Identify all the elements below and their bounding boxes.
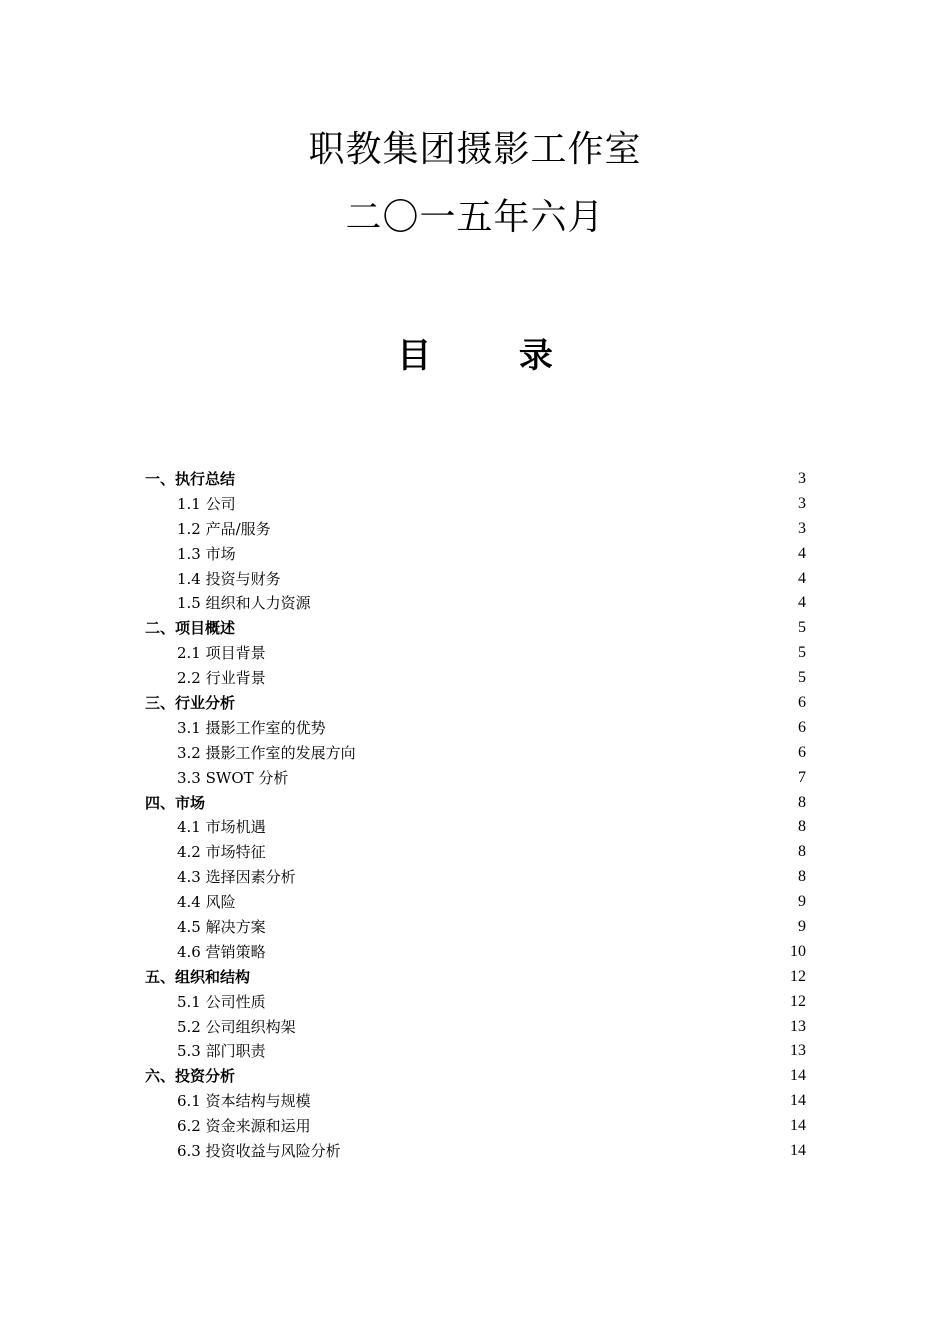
toc-entry-page-number: 6 [798,718,806,736]
toc-section-entry[interactable] [145,1139,806,1164]
toc-chapter-entry[interactable] [145,467,806,492]
toc-entry-label: 1.1 公司 [177,494,236,513]
toc-entry-label: 三、行业分析 [145,694,236,713]
toc-entry-page-number: 3 [798,470,806,487]
toc-entry-page-number: 10 [790,942,806,960]
document-date: 二〇一五年六月 [345,197,605,238]
toc-entry-page-number: 6 [798,743,806,761]
toc-section-entry[interactable] [145,591,806,616]
toc-entry-page-number: 8 [798,868,806,886]
document-title: 职教集团摄影工作室 [308,129,642,170]
toc-chapter-entry[interactable] [145,616,806,641]
toc-entry-label: 六、投资分析 [145,1067,236,1086]
toc-entry-page-number: 5 [798,619,806,637]
toc-section-entry[interactable] [145,990,806,1015]
toc-entry-label: 1.3 市场 [177,544,236,563]
toc-entry-page-number: 4 [798,594,806,612]
toc-chapter-entry[interactable] [145,791,806,816]
toc-entry-page-number: 7 [798,768,806,786]
toc-entry-label: 3.3 SWOT 分析 [177,768,289,787]
toc-section-entry[interactable] [145,666,806,691]
toc-entry-page-number: 4 [798,544,806,562]
toc-entry-label: 二、项目概述 [145,619,236,638]
toc-section-entry[interactable] [145,815,806,840]
toc-entry-label: 4.3 选择因素分析 [177,868,296,887]
toc-entry-page-number: 8 [798,793,806,811]
toc-entry-page-number: 3 [798,494,806,512]
toc-section-entry[interactable] [145,766,806,791]
toc-entry-label: 一、执行总结 [145,470,236,488]
toc-entry-label: 4.2 市场特征 [177,843,266,862]
toc-entry-label: 四、市场 [145,793,206,812]
toc-entry-page-number: 14 [790,1142,806,1160]
toc-entry-label: 3.1 摄影工作室的优势 [177,718,326,737]
toc-entry-label: 4.4 风险 [177,893,236,912]
toc-entry-page-number: 14 [790,1117,806,1135]
toc-section-entry[interactable] [145,1114,806,1139]
toc-chapter-entry[interactable] [145,691,806,716]
toc-entry-label: 4.1 市场机遇 [177,818,266,837]
table-of-contents [145,467,806,1164]
toc-entry-label: 6.2 资金来源和运用 [177,1117,311,1136]
toc-entry-page-number: 13 [790,1017,806,1035]
toc-section-entry[interactable] [145,890,806,915]
toc-section-entry[interactable] [145,915,806,940]
toc-section-entry[interactable] [145,865,806,890]
toc-section-entry[interactable] [145,641,806,666]
toc-entry-page-number: 5 [798,669,806,687]
toc-entry-label: 4.5 解决方案 [177,918,266,937]
toc-section-entry[interactable] [145,1039,806,1064]
toc-entry-label: 5.1 公司性质 [177,992,266,1011]
toc-section-entry[interactable] [145,940,806,965]
toc-entry-page-number: 14 [790,1067,806,1085]
toc-section-entry[interactable] [145,492,806,517]
toc-entry-page-number: 4 [798,569,806,587]
toc-entry-page-number: 12 [790,992,806,1010]
toc-entry-page-number: 9 [798,893,806,911]
toc-section-entry[interactable] [145,716,806,741]
toc-entry-label: 2.1 项目背景 [177,644,266,663]
toc-section-entry[interactable] [145,542,806,567]
toc-heading: 目 录 [397,336,591,376]
toc-entry-label: 3.2 摄影工作室的发展方向 [177,743,356,762]
toc-chapter-entry[interactable] [145,1064,806,1089]
toc-section-entry[interactable] [145,1015,806,1040]
toc-entry-page-number: 8 [798,843,806,861]
toc-section-entry[interactable] [145,517,806,542]
toc-entry-label: 1.2 产品/服务 [177,519,271,538]
toc-entry-label: 1.5 组织和人力资源 [177,594,311,613]
toc-entry-page-number: 13 [790,1042,806,1060]
toc-section-entry[interactable] [145,741,806,766]
toc-entry-page-number: 12 [790,967,806,985]
toc-section-entry[interactable] [145,567,806,592]
toc-section-entry[interactable] [145,840,806,865]
toc-entry-page-number: 3 [798,519,806,537]
toc-entry-label: 五、组织和结构 [145,967,251,986]
toc-entry-label: 5.2 公司组织构架 [177,1017,296,1036]
toc-entry-label: 6.3 投资收益与风险分析 [177,1142,341,1161]
toc-entry-page-number: 14 [790,1092,806,1110]
toc-entry-page-number: 5 [798,644,806,662]
toc-entry-label: 2.2 行业背景 [177,669,266,688]
toc-entry-page-number: 6 [798,694,806,712]
toc-entry-page-number: 9 [798,918,806,936]
toc-entry-label: 5.3 部门职责 [177,1042,266,1061]
toc-entry-label: 6.1 资本结构与规模 [177,1092,311,1111]
toc-entry-label: 1.4 投资与财务 [177,569,281,588]
toc-entry-page-number: 8 [798,818,806,836]
toc-entry-label: 4.6 营销策略 [177,942,266,961]
toc-chapter-entry[interactable] [145,965,806,990]
toc-section-entry[interactable] [145,1089,806,1114]
